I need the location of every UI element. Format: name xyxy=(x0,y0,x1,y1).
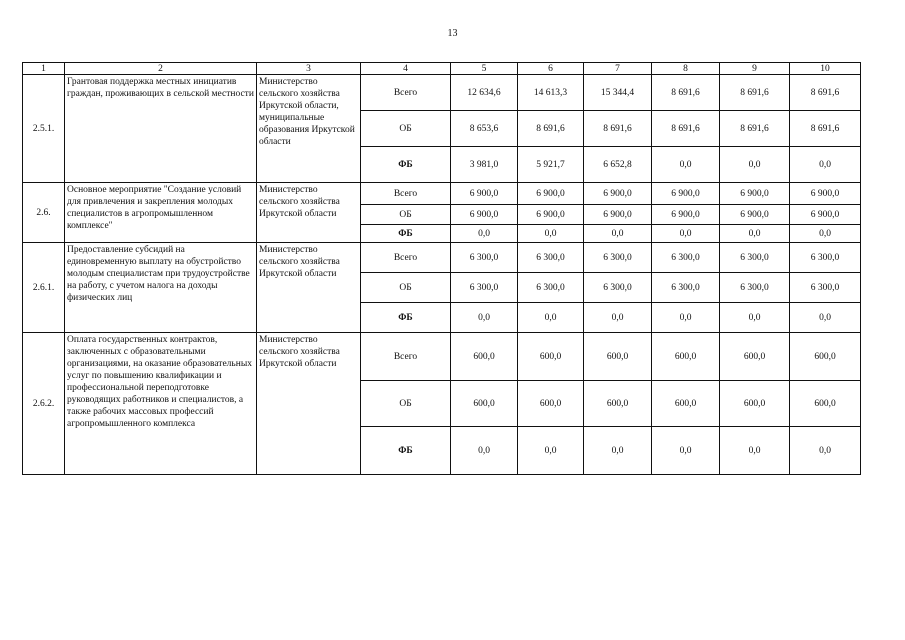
amount-cell: 6 300,0 xyxy=(790,243,861,273)
amount-cell: 0,0 xyxy=(720,147,790,183)
amount-cell: 6 900,0 xyxy=(451,205,518,225)
column-header: 8 xyxy=(652,63,720,75)
column-header: 4 xyxy=(361,63,451,75)
amount-cell: 6 900,0 xyxy=(584,183,652,205)
item-name: Предоставление субсидий на единовременную выплату на обустройство молодым специалистам при трудоустройстве на работу, с учетом налога на доходы физических лиц xyxy=(65,243,257,333)
amount-cell: 0,0 xyxy=(652,303,720,333)
column-header: 7 xyxy=(584,63,652,75)
amount-cell: 0,0 xyxy=(652,225,720,243)
column-header: 1 xyxy=(23,63,65,75)
funding-source: Всего xyxy=(361,75,451,111)
amount-cell: 0,0 xyxy=(720,427,790,475)
amount-cell: 6 300,0 xyxy=(518,243,584,273)
amount-cell: 14 613,3 xyxy=(518,75,584,111)
amount-cell: 6 900,0 xyxy=(652,183,720,205)
amount-cell: 600,0 xyxy=(790,381,861,427)
amount-cell: 6 300,0 xyxy=(720,243,790,273)
funding-source: ФБ xyxy=(361,225,451,243)
amount-cell: 600,0 xyxy=(720,333,790,381)
amount-cell: 6 900,0 xyxy=(652,205,720,225)
amount-cell: 0,0 xyxy=(790,147,861,183)
item-name: Грантовая поддержка местных инициатив граждан, проживающих в сельской местности xyxy=(65,75,257,183)
item-executor: Министерство сельского хозяйства Иркутской области xyxy=(257,183,361,243)
item-executor: Министерство сельского хозяйства Иркутской области xyxy=(257,243,361,333)
amount-cell: 0,0 xyxy=(451,303,518,333)
amount-cell: 8 691,6 xyxy=(584,111,652,147)
table-row xyxy=(23,183,861,205)
item-code: 2.6.1. xyxy=(23,243,65,333)
item-code: 2.6. xyxy=(23,183,65,243)
funding-source: ОБ xyxy=(361,273,451,303)
amount-cell: 600,0 xyxy=(652,333,720,381)
column-header: 9 xyxy=(720,63,790,75)
amount-cell: 0,0 xyxy=(584,225,652,243)
amount-cell: 600,0 xyxy=(584,381,652,427)
item-name: Основное мероприятие "Создание условий для привлечения и закрепления молодых специалистов в агропромышленном комплексе" xyxy=(65,183,257,243)
amount-cell: 6 900,0 xyxy=(518,205,584,225)
amount-cell: 600,0 xyxy=(652,381,720,427)
funding-source: Всего xyxy=(361,333,451,381)
amount-cell: 0,0 xyxy=(518,303,584,333)
amount-cell: 600,0 xyxy=(720,381,790,427)
amount-cell: 8 691,6 xyxy=(720,111,790,147)
amount-cell: 0,0 xyxy=(451,427,518,475)
amount-cell: 0,0 xyxy=(451,225,518,243)
amount-cell: 600,0 xyxy=(518,333,584,381)
amount-cell: 0,0 xyxy=(790,303,861,333)
funding-source: ФБ xyxy=(361,147,451,183)
item-code: 2.6.2. xyxy=(23,333,65,475)
amount-cell: 8 691,6 xyxy=(790,75,861,111)
amount-cell: 6 900,0 xyxy=(451,183,518,205)
amount-cell: 15 344,4 xyxy=(584,75,652,111)
amount-cell: 0,0 xyxy=(790,225,861,243)
amount-cell: 12 634,6 xyxy=(451,75,518,111)
item-executor: Министерство сельского хозяйства Иркутской области xyxy=(257,333,361,475)
amount-cell: 6 300,0 xyxy=(451,243,518,273)
column-header: 10 xyxy=(790,63,861,75)
amount-cell: 0,0 xyxy=(720,303,790,333)
funding-source: ФБ xyxy=(361,303,451,333)
amount-cell: 6 900,0 xyxy=(720,205,790,225)
amount-cell: 6 300,0 xyxy=(652,243,720,273)
amount-cell: 8 691,6 xyxy=(720,75,790,111)
table-row xyxy=(23,243,861,273)
amount-cell: 3 981,0 xyxy=(451,147,518,183)
funding-source: ОБ xyxy=(361,205,451,225)
amount-cell: 6 300,0 xyxy=(584,243,652,273)
item-code: 2.5.1. xyxy=(23,75,65,183)
amount-cell: 6 900,0 xyxy=(790,183,861,205)
amount-cell: 8 691,6 xyxy=(652,75,720,111)
amount-cell: 6 900,0 xyxy=(790,205,861,225)
funding-source: ФБ xyxy=(361,427,451,475)
amount-cell: 6 300,0 xyxy=(652,273,720,303)
amount-cell: 0,0 xyxy=(584,303,652,333)
amount-cell: 6 300,0 xyxy=(518,273,584,303)
funding-source: ОБ xyxy=(361,111,451,147)
amount-cell: 0,0 xyxy=(652,147,720,183)
item-executor: Министерство сельского хозяйства Иркутской области, муниципальные образования Иркутской области xyxy=(257,75,361,183)
funding-source: Всего xyxy=(361,183,451,205)
amount-cell: 6 900,0 xyxy=(518,183,584,205)
item-name: Оплата государственных контрактов, заключенных с образовательными организациями, на оказание образовательных услуг по повышению квалификации и профессиональной переподготовке руководящих работников и специалистов, а также рабочих массовых профессий агропромышленного комплекса xyxy=(65,333,257,475)
amount-cell: 6 900,0 xyxy=(584,205,652,225)
amount-cell: 0,0 xyxy=(518,427,584,475)
amount-cell: 600,0 xyxy=(584,333,652,381)
amount-cell: 0,0 xyxy=(790,427,861,475)
funding-source: Всего xyxy=(361,243,451,273)
column-header: 5 xyxy=(451,63,518,75)
column-header: 6 xyxy=(518,63,584,75)
column-header: 2 xyxy=(65,63,257,75)
amount-cell: 8 691,6 xyxy=(518,111,584,147)
amount-cell: 6 300,0 xyxy=(720,273,790,303)
amount-cell: 8 653,6 xyxy=(451,111,518,147)
amount-cell: 6 300,0 xyxy=(451,273,518,303)
table-row xyxy=(23,75,861,111)
amount-cell: 6 300,0 xyxy=(584,273,652,303)
amount-cell: 5 921,7 xyxy=(518,147,584,183)
amount-cell: 6 900,0 xyxy=(720,183,790,205)
column-header: 3 xyxy=(257,63,361,75)
amount-cell: 0,0 xyxy=(720,225,790,243)
header-row xyxy=(23,63,861,75)
amount-cell: 6 652,8 xyxy=(584,147,652,183)
amount-cell: 600,0 xyxy=(790,333,861,381)
budget-table xyxy=(22,62,861,475)
amount-cell: 0,0 xyxy=(584,427,652,475)
amount-cell: 0,0 xyxy=(652,427,720,475)
amount-cell: 8 691,6 xyxy=(652,111,720,147)
amount-cell: 8 691,6 xyxy=(790,111,861,147)
amount-cell: 600,0 xyxy=(451,381,518,427)
amount-cell: 600,0 xyxy=(451,333,518,381)
amount-cell: 6 300,0 xyxy=(790,273,861,303)
page-number: 13 xyxy=(447,28,458,39)
table-row xyxy=(23,333,861,381)
amount-cell: 600,0 xyxy=(518,381,584,427)
amount-cell: 0,0 xyxy=(518,225,584,243)
funding-source: ОБ xyxy=(361,381,451,427)
